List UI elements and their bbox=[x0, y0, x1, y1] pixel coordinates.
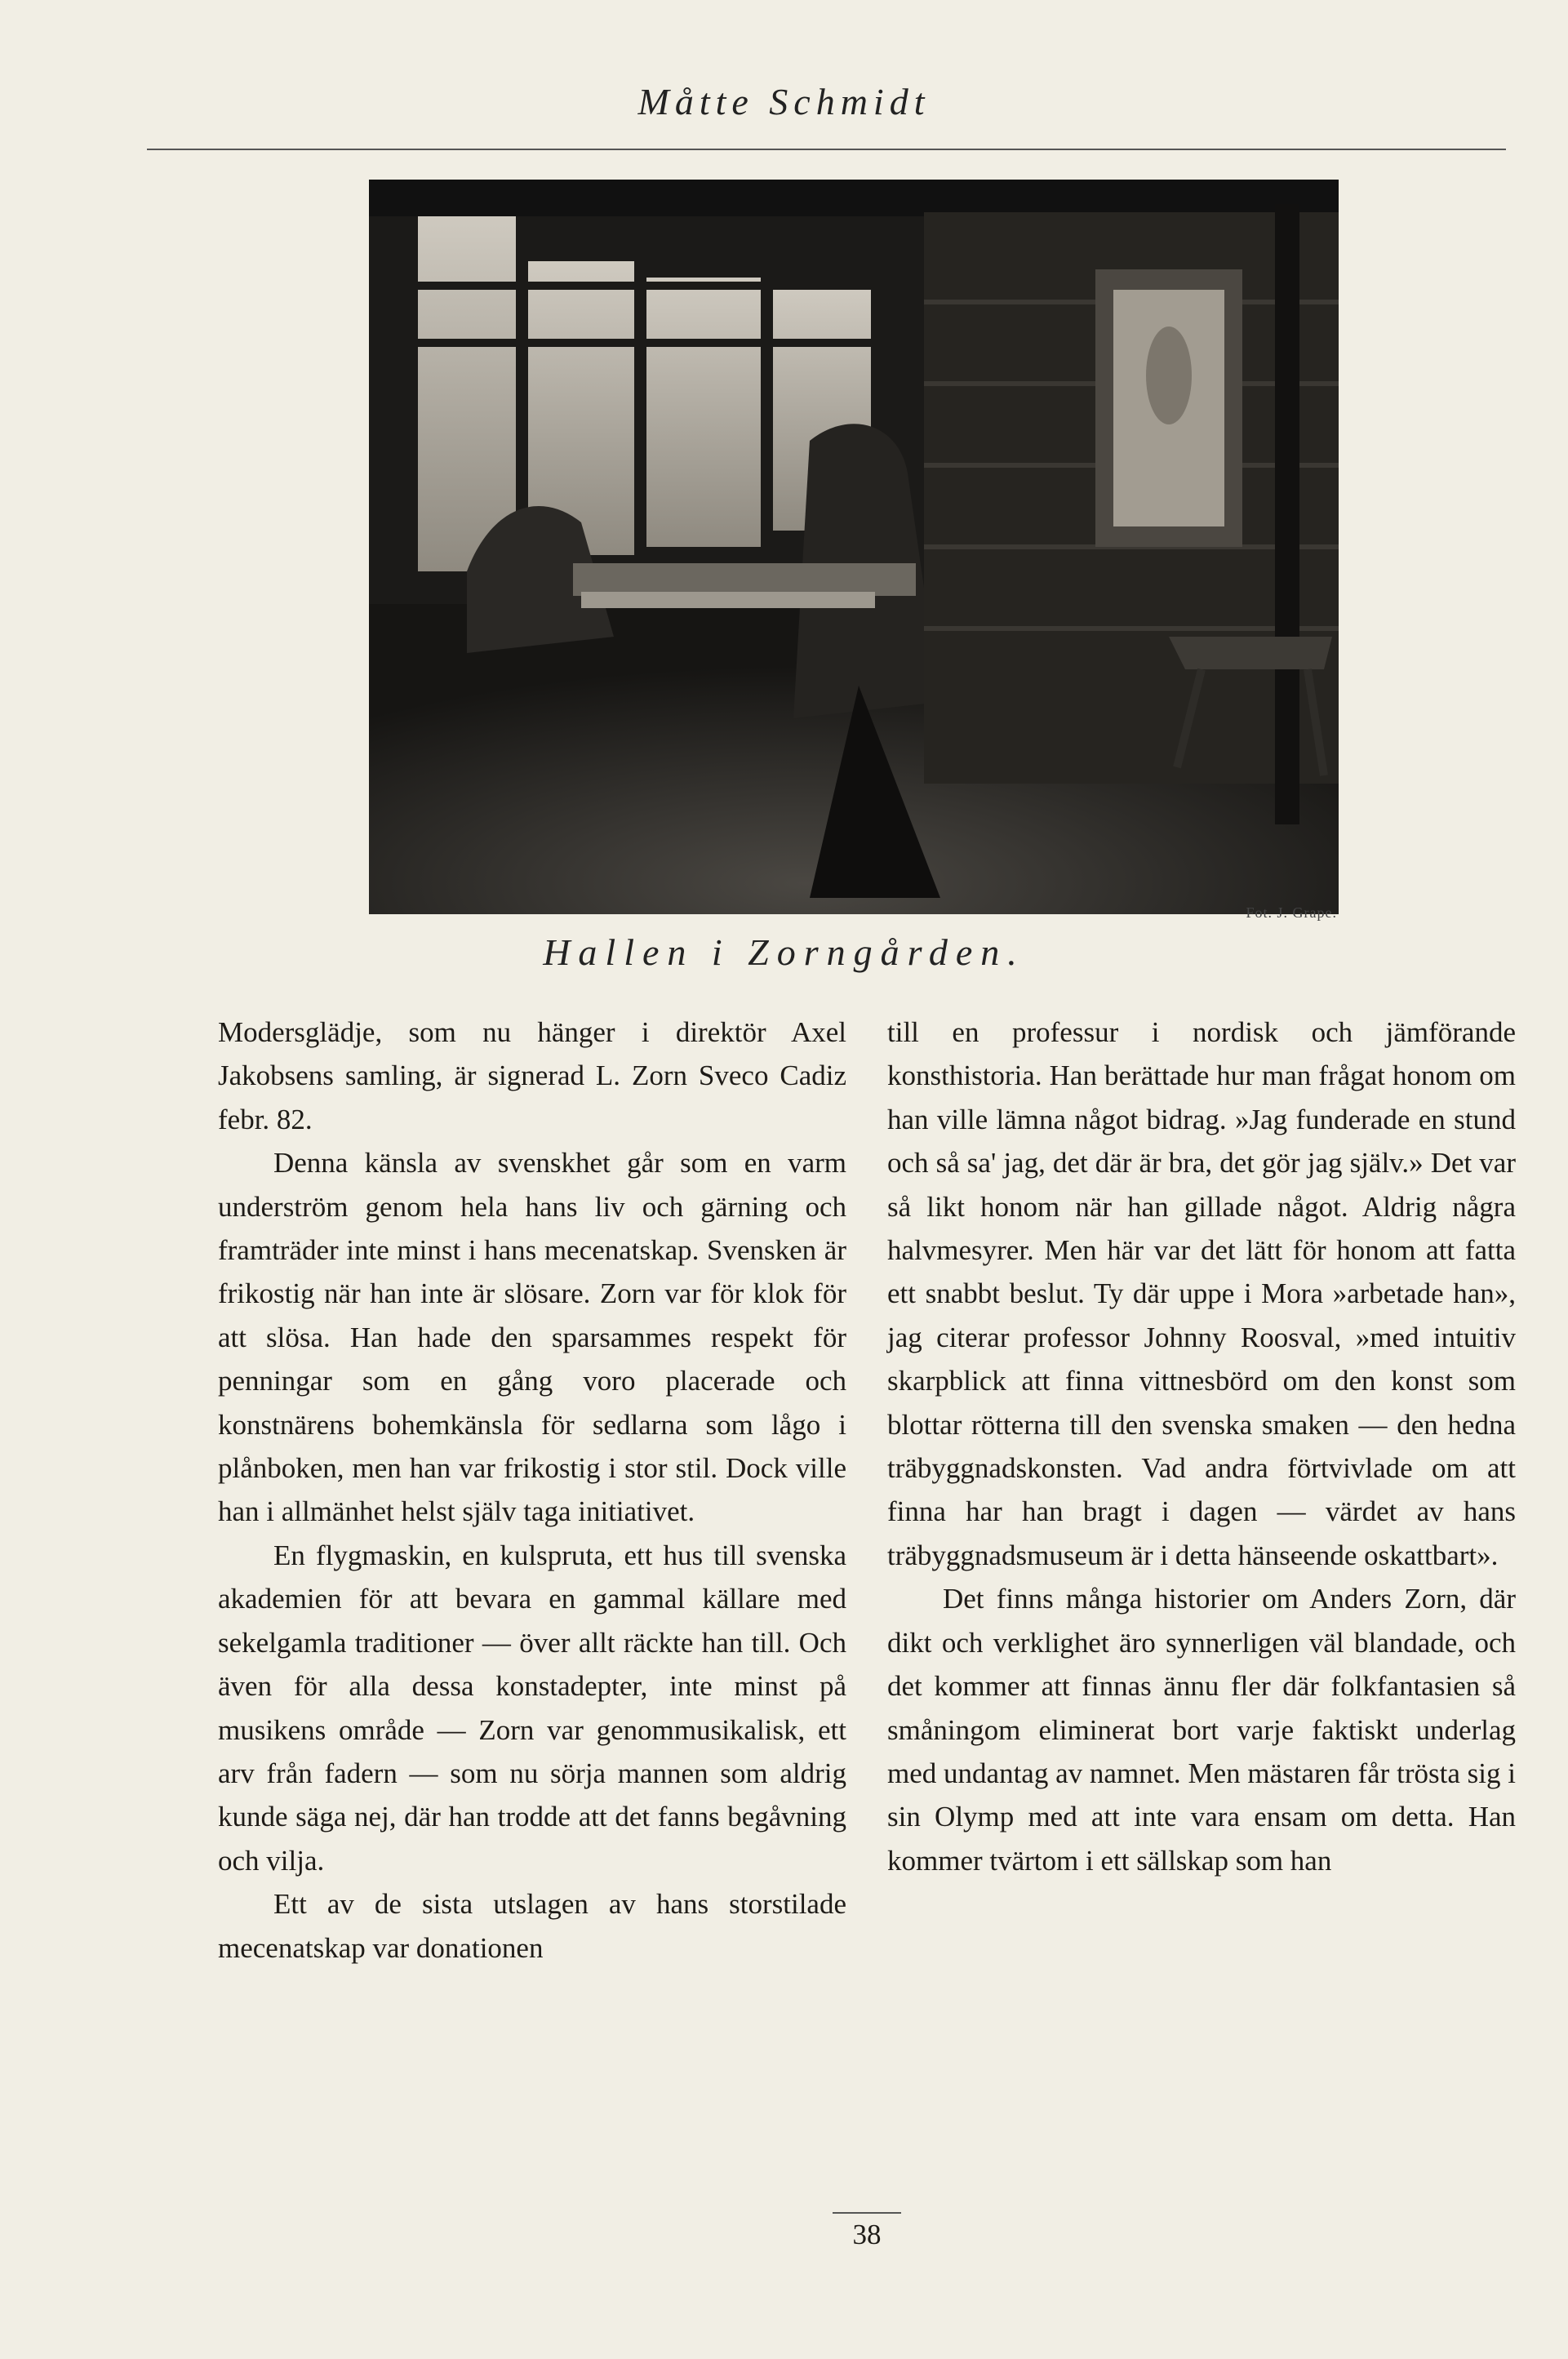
header-rule bbox=[147, 149, 1506, 150]
paragraph: En flygmaskin, en kulspruta, ett hus till svenska akademien för att bevara en gammal källare med sekelgamla traditioner — över allt räckte han till. Och även för alla dessa konstadepter, inte minst på musikens område — Zorn var genommusikalisk, ett arv från fadern — som nu sörja mannen som aldrig kunde säga nej, där han trodde att det fanns begåvning och vilja. bbox=[218, 1539, 846, 1877]
paragraph: Modersglädje, som nu hänger i direktör Axel Jakobsens samling, är signerad L. Zorn Sveco Cadiz febr. 82. bbox=[218, 1016, 846, 1135]
paragraph: Det finns många historier om Anders Zorn, där dikt och verklighet äro synnerligen väl blandade, och det kommer att finnas ännu fler där folkfantasien så småningom eliminerat bort varje faktiskt underlag med undantag av namnet. Men mästaren får trösta sig i sin Olymp med att inte vara ensam om detta. Han kommer tvärtom i ett sällskap som han bbox=[887, 1583, 1516, 1877]
interior-photograph bbox=[369, 180, 1339, 914]
right-column bbox=[887, 1011, 1516, 1882]
paragraph: Denna känsla av svenskhet går som en varm underström genom hela hans liv och gärning och framträder inte minst i hans mecenatskap. Svensken är frikostig när han inte är slösare. Zorn var för klok för att slösa. Han hade den sparsammes respekt för penningar som en gång voro placerade och konstnärens bohemkänsla för sedlarna som lågo i plånboken, men han var frikostig i stor stil. Dock ville han i allmänhet helst själv taga initiativet. bbox=[218, 1147, 846, 1528]
paragraph: Ett av de sista utslagen av hans storstilade mecenatskap var donationen bbox=[218, 1888, 846, 1964]
photo-caption: Hallen i Zorngården. bbox=[543, 931, 1025, 973]
running-title: Måtte Schmidt bbox=[637, 81, 931, 122]
page-number: 38 bbox=[852, 2219, 882, 2250]
paragraph: till en professur i nordisk och jämförande konsthistoria. Han berättade hur man frågat honom om han ville lämna något bidrag. »Jag funderade en stund och så sa' jag, det där är bra, det gör jag själv.» Det var så likt honom när han gillade något. Aldrig några halvmesyrer. Men här var det lätt för honom att fatta ett snabbt beslut. Ty där uppe i Mora »arbetade han», jag citerar professor Johnny Roosval, »med intuitiv skarpblick att finna vittnesbörd om den konst som blottar rötterna till den svenska smaken — den hedna träbyggnadskonsten. Vad andra förtvivlade om att finna har han bragt i dagen — värdet av hans träbyggnadsmuseum är i detta hänseende oskattbart». bbox=[887, 1016, 1516, 1571]
photo-credit: Fot. J. Grape. bbox=[1246, 904, 1337, 921]
left-column bbox=[218, 1011, 846, 1970]
folio-rule bbox=[833, 2212, 901, 2214]
